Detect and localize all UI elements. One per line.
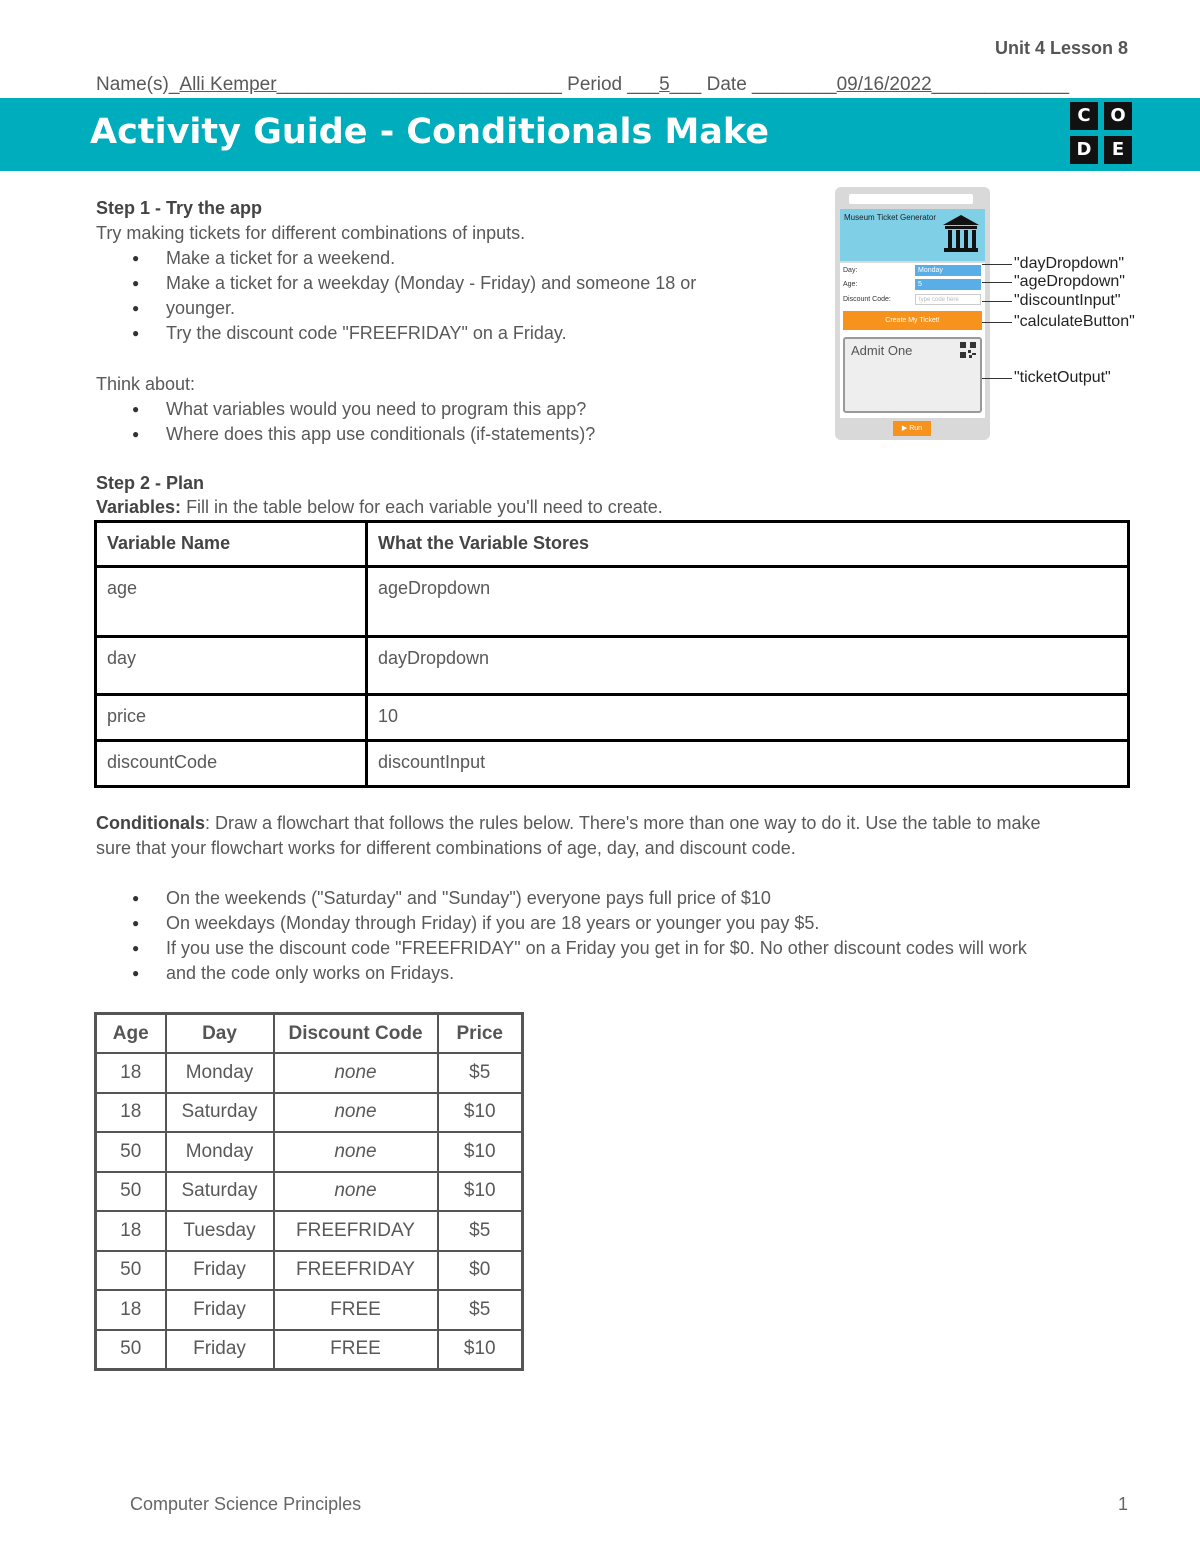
footer-course: Computer Science Principles <box>130 1494 362 1514</box>
callout-line <box>982 282 1012 283</box>
discount-input[interactable]: type code here <box>915 294 981 305</box>
ticket-text: Admit One <box>851 343 913 358</box>
conditionals-text: : Draw a flowchart that follows the rules below. There's more than one way to do it. Use the table to make <box>205 813 1041 833</box>
table-cell[interactable]: dayDropdown <box>367 637 1129 695</box>
table-cell: $10 <box>438 1132 523 1172</box>
logo-letter: O <box>1104 102 1132 130</box>
table-row <box>96 1172 523 1212</box>
title-banner <box>0 98 1200 171</box>
age-label: Age: <box>843 281 858 288</box>
run-button[interactable]: ▶ Run <box>893 421 931 436</box>
table-row <box>96 741 1129 787</box>
app-header <box>840 209 985 261</box>
table-cell: Friday <box>166 1330 274 1370</box>
period-blank: ___ <box>669 74 702 95</box>
app-screenshot <box>835 187 990 440</box>
step1-bullets <box>96 246 776 346</box>
app-topbar <box>849 194 973 204</box>
discount-label: Discount Code: <box>843 296 891 303</box>
table-header-row <box>96 522 1129 567</box>
table-row <box>96 567 1129 637</box>
test-cases-body <box>96 1053 523 1369</box>
callout-calculate-button: "calculateButton" <box>1014 313 1135 330</box>
list-item: ● On the weekends ("Saturday" and "Sunday") everyone pays full price of $10 <box>96 886 1136 911</box>
table-cell: 50 <box>96 1132 166 1172</box>
create-ticket-button[interactable]: Create My Ticket! <box>843 311 982 330</box>
table-cell: 50 <box>96 1251 166 1291</box>
day-label: Day: <box>843 267 858 274</box>
table-row <box>96 1093 523 1133</box>
test-cases-table <box>94 1012 524 1371</box>
list-item: ● Where does this app use conditionals (if-statements)? <box>96 422 776 447</box>
list-item: ● On weekdays (Monday through Friday) if you are 18 years or younger you pay $5. <box>96 911 1136 936</box>
think-about-label: Think about: <box>96 374 196 394</box>
table-cell: 18 <box>96 1290 166 1330</box>
name-period-date-line <box>96 74 1069 96</box>
table-cell: $10 <box>438 1330 523 1370</box>
column-header: What the Variable Stores <box>367 522 1129 567</box>
list-item-text: younger. <box>166 298 236 318</box>
table-cell: Tuesday <box>166 1211 274 1251</box>
date-blank: _____________ <box>931 74 1070 95</box>
table-cell: $5 <box>438 1211 523 1251</box>
name-blank: ___________________________ <box>276 74 562 95</box>
table-cell: none <box>274 1132 438 1172</box>
step1-intro: Try making tickets for different combinations of inputs. <box>96 223 526 243</box>
table-cell: $5 <box>438 1053 523 1093</box>
table-cell: FREE <box>274 1330 438 1370</box>
table-cell: Friday <box>166 1251 274 1291</box>
callout-line <box>982 322 1012 323</box>
ticket-output <box>843 337 982 413</box>
column-header: Age <box>96 1014 166 1054</box>
table-row <box>96 695 1129 741</box>
list-item: ● Make a ticket for a weekend. <box>96 246 776 271</box>
list-item-continued <box>96 961 1136 986</box>
table-cell[interactable]: 10 <box>367 695 1129 741</box>
callout-day-dropdown: "dayDropdown" <box>1014 255 1125 272</box>
table-row <box>96 1251 523 1291</box>
table-cell: Monday <box>166 1132 274 1172</box>
table-cell[interactable]: age <box>96 567 367 637</box>
variables-text: Fill in the table below for each variable you'll need to create. <box>181 497 663 517</box>
list-item: ● If you use the discount code "FREEFRIDAY" on a Friday you get in for $0. No other discount codes will work <box>96 936 1136 961</box>
table-cell: Saturday <box>166 1172 274 1212</box>
variables-instructions <box>96 495 663 520</box>
table-cell: none <box>274 1093 438 1133</box>
column-header: Price <box>438 1014 523 1054</box>
callout-discount-input: "discountInput" <box>1014 292 1121 309</box>
table-row <box>96 1330 523 1370</box>
conditionals-label: Conditionals <box>96 813 205 833</box>
table-header-row <box>96 1014 523 1054</box>
app-title: Museum Ticket Generator <box>844 213 937 222</box>
table-cell: none <box>274 1172 438 1212</box>
logo-letter: E <box>1104 136 1132 164</box>
table-cell: $0 <box>438 1251 523 1291</box>
table-cell: Saturday <box>166 1093 274 1133</box>
table-cell: 18 <box>96 1211 166 1251</box>
conditionals-instructions <box>96 811 1136 861</box>
table-row <box>96 637 1129 695</box>
date-label: Date ________ <box>706 74 837 95</box>
callout-age-dropdown: "ageDropdown" <box>1014 273 1125 290</box>
list-item: ● Try the discount code "FREEFRIDAY" on a Friday. <box>96 321 776 346</box>
table-row <box>96 1290 523 1330</box>
table-cell: $10 <box>438 1172 523 1212</box>
table-cell[interactable]: ageDropdown <box>367 567 1129 637</box>
callout-line <box>982 264 1012 265</box>
app-panel <box>840 263 985 418</box>
table-cell: FREEFRIDAY <box>274 1251 438 1291</box>
table-cell[interactable]: price <box>96 695 367 741</box>
variables-label: Variables: <box>96 497 182 517</box>
table-cell: Monday <box>166 1053 274 1093</box>
rules-list <box>96 886 1136 986</box>
table-cell: 50 <box>96 1330 166 1370</box>
list-item: ● What variables would you need to program this app? <box>96 397 776 422</box>
qr-code-icon <box>960 342 976 358</box>
callout-ticket-output: "ticketOutput" <box>1014 369 1111 386</box>
conditionals-text-cont: sure that your flowchart works for different combinations of age, day, and discount code. <box>96 838 796 858</box>
name-label: Name(s)_ <box>96 74 180 95</box>
code-logo <box>1070 102 1136 168</box>
page-title: Activity Guide - Conditionals Make <box>90 112 769 152</box>
logo-letter: C <box>1070 102 1098 130</box>
callout-line <box>982 301 1012 302</box>
column-header: Discount Code <box>274 1014 438 1054</box>
table-row <box>96 1053 523 1093</box>
page-number: 1 <box>1118 1494 1129 1514</box>
table-row <box>96 1211 523 1251</box>
date-value[interactable]: 09/16/2022 <box>836 74 932 95</box>
column-header: Day <box>166 1014 274 1054</box>
table-cell[interactable]: discountCode <box>96 741 367 787</box>
variables-table <box>94 520 1130 788</box>
unit-label: Unit 4 Lesson 8 <box>994 38 1128 58</box>
list-item-continued <box>96 296 776 321</box>
logo-letter: D <box>1070 136 1098 164</box>
table-row <box>96 1132 523 1172</box>
list-item: ● Make a ticket for a weekday (Monday - Friday) and someone 18 or <box>96 271 776 296</box>
step1-title: Step 1 - Try the app <box>96 198 263 218</box>
table-cell: FREEFRIDAY <box>274 1211 438 1251</box>
table-cell: $10 <box>438 1093 523 1133</box>
column-header: Variable Name <box>96 522 367 567</box>
table-cell: 18 <box>96 1093 166 1133</box>
table-cell: 50 <box>96 1172 166 1212</box>
museum-icon <box>941 211 981 255</box>
table-cell[interactable]: day <box>96 637 367 695</box>
age-dropdown[interactable]: 5 <box>915 279 981 290</box>
table-cell: $5 <box>438 1290 523 1330</box>
step2-title: Step 2 - Plan <box>96 473 205 493</box>
name-value[interactable]: Alli Kemper <box>179 74 277 95</box>
period-label: Period ___ <box>567 74 660 95</box>
table-cell: FREE <box>274 1290 438 1330</box>
table-cell[interactable]: discountInput <box>367 741 1129 787</box>
table-cell: Friday <box>166 1290 274 1330</box>
think-bullets <box>96 397 776 447</box>
period-value[interactable]: 5 <box>659 74 670 95</box>
callout-line <box>982 378 1012 379</box>
day-dropdown[interactable]: Monday <box>915 265 981 276</box>
table-cell: 18 <box>96 1053 166 1093</box>
table-cell: none <box>274 1053 438 1093</box>
list-item-text: and the code only works on Fridays. <box>166 963 455 983</box>
